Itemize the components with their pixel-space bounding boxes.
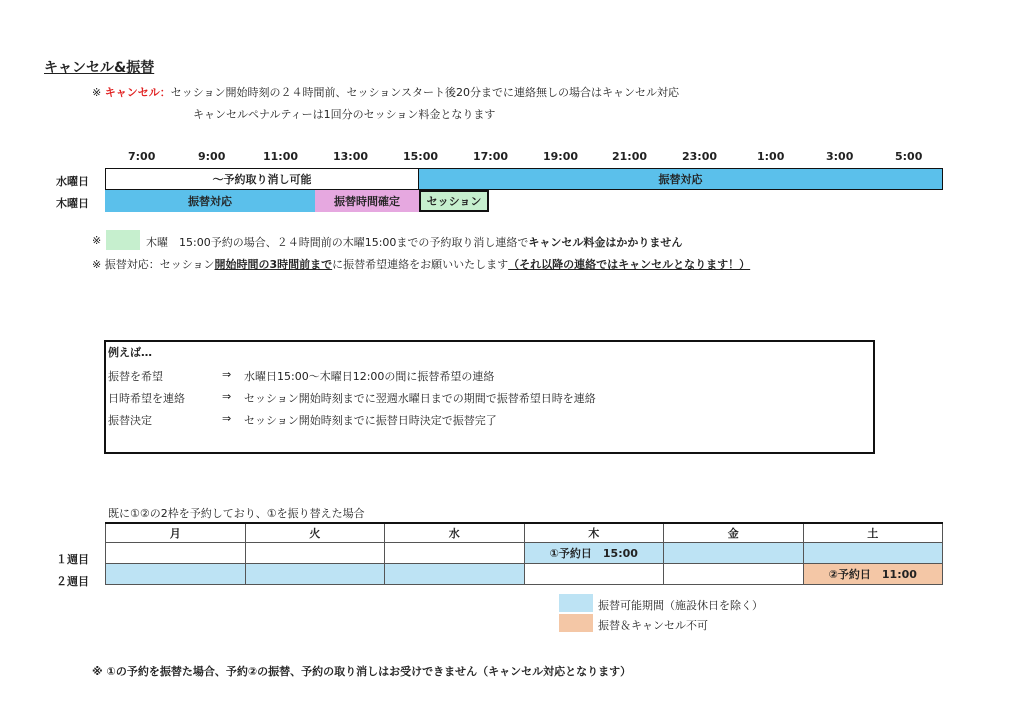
- example-label: 振替を希望: [108, 370, 163, 383]
- footer-note: ※ ①の予約を振替た場合、予約②の振替、予約の取り消しはお受けできません（キャンセル対応となります）: [92, 665, 632, 678]
- example-label: 日時希望を連絡: [108, 392, 185, 405]
- cell: [106, 564, 246, 585]
- row-label-wednesday: 水曜日: [56, 175, 89, 188]
- hour-label: 7:00: [128, 150, 156, 163]
- note1-mark: ※: [92, 234, 102, 247]
- hour-label: 19:00: [543, 150, 579, 163]
- col-thu: 木: [524, 523, 664, 543]
- cell: [664, 543, 804, 564]
- week2-label: ２週目: [56, 575, 89, 588]
- note2-deadline: 開始時間の3時間前まで: [214, 258, 333, 271]
- hour-label: 21:00: [612, 150, 648, 163]
- page-title: キャンセル&振替: [44, 60, 155, 76]
- example-text: セッション開始時刻までに振替日時決定で振替完了: [244, 414, 497, 427]
- hour-label: 5:00: [895, 150, 923, 163]
- table-row: [106, 543, 943, 564]
- arrow-icon: ⇒: [222, 368, 232, 381]
- week1-label: １週目: [56, 553, 89, 566]
- cancel-keyword: キャンセル: [104, 86, 160, 99]
- example-heading: 例えば…: [108, 346, 152, 359]
- cell: [524, 564, 664, 585]
- note2-mark: ※: [92, 258, 102, 271]
- legend-orange-label: 振替＆キャンセル不可: [598, 619, 708, 632]
- arrow-icon: ⇒: [222, 412, 232, 425]
- note-mark: ※: [92, 86, 102, 99]
- week-table-caption: 既に①②の2枠を予約しており、①を振り替えた場合: [108, 507, 365, 520]
- example-label: 振替決定: [108, 414, 152, 427]
- row-label-thursday: 木曜日: [56, 197, 89, 210]
- hour-label: 11:00: [263, 150, 299, 163]
- thu-transfer-segment: 振替対応: [105, 190, 315, 212]
- example-text: 水曜日15:00～木曜日12:00の間に振替希望の連絡: [244, 370, 495, 383]
- col-mon: 月: [106, 523, 246, 543]
- cell: [245, 543, 385, 564]
- note2: [92, 256, 750, 272]
- cancel-penalty-text: キャンセルペナルティーは1回分のセッション料金となります: [193, 108, 496, 121]
- cell: [664, 564, 804, 585]
- hour-label: 15:00: [403, 150, 439, 163]
- col-wed: 水: [385, 523, 525, 543]
- green-swatch: [106, 230, 140, 250]
- cell: [385, 564, 525, 585]
- table-header-row: [106, 523, 943, 543]
- thu-session-segment: セッション: [419, 190, 489, 212]
- week2-sat-reservation: ②予約日 11:00: [803, 564, 943, 585]
- note1: [146, 234, 682, 250]
- arrow-icon: ⇒: [222, 390, 232, 403]
- cancel-note-line1: [92, 84, 679, 100]
- col-fri: 金: [664, 523, 804, 543]
- table-row: [106, 564, 943, 585]
- legend-blue-swatch: [559, 594, 593, 612]
- week1-thu-reservation: ①予約日 15:00: [524, 543, 664, 564]
- col-sat: 土: [803, 523, 943, 543]
- example-text: セッション開始時刻までに翌週水曜日までの期間で振替希望日時を連絡: [244, 392, 596, 405]
- cell: [245, 564, 385, 585]
- week-table: [105, 522, 943, 585]
- note2-text-a: 振替対応：セッション: [104, 258, 215, 271]
- note1-bold: キャンセル料金はかかりません: [528, 236, 683, 249]
- note2-warning: （それ以降の連絡ではキャンセルとなります！）: [508, 258, 751, 271]
- legend-orange-swatch: [559, 614, 593, 632]
- hour-label: 3:00: [826, 150, 854, 163]
- legend-blue-label: 振替可能期間（施設休日を除く）: [598, 599, 763, 612]
- cancel-rule-text: セッション開始時刻の２４時間前、セッションスタート後20分までに連絡無しの場合はキャンセル対応: [170, 86, 679, 99]
- hour-label: 13:00: [333, 150, 369, 163]
- wed-transfer-segment: 振替対応: [418, 168, 943, 190]
- hour-label: 17:00: [473, 150, 509, 163]
- thu-fixed-segment: 振替時間確定: [315, 190, 419, 212]
- col-tue: 火: [245, 523, 385, 543]
- note2-text-b: に振替希望連絡をお願いいたします: [332, 258, 509, 271]
- cell: [106, 543, 246, 564]
- note1-text: 木曜 15:00予約の場合、２４時間前の木曜15:00までの予約取り消し連絡で: [146, 236, 529, 249]
- cell: [385, 543, 525, 564]
- hour-label: 23:00: [682, 150, 718, 163]
- cancel-colon: ：: [159, 86, 171, 99]
- wed-cancel-segment: ～予約取り消し可能: [105, 168, 419, 190]
- cell: [803, 543, 943, 564]
- hour-label: 1:00: [757, 150, 785, 163]
- hour-label: 9:00: [198, 150, 226, 163]
